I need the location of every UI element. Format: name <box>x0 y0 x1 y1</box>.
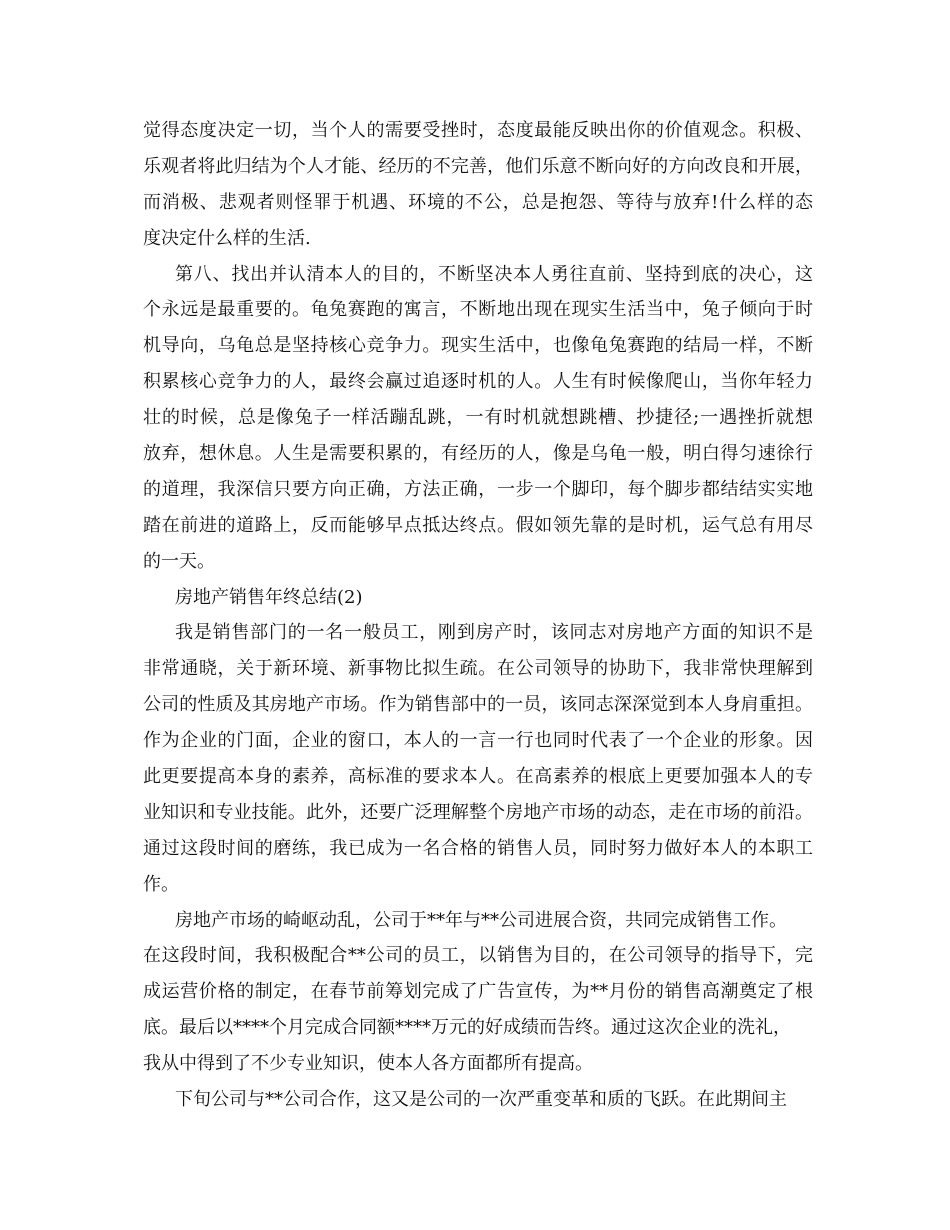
text-line: 在这段时间，我积极配合**公司的员工，以销售为目的，在公司领导的指导下，完 <box>143 945 813 967</box>
text-line: 乐观者将此归结为个人才能、经历的不完善，他们乐意不断向好的方向改良和开展， <box>143 155 813 177</box>
text-line: 此更要提高本身的素养，高标准的要求本人。在高素养的根底上更要加强本人的专 <box>143 766 813 788</box>
text-line: 机导向，乌龟总是坚持核心竞争力。现实生活中，也像龟兔赛跑的结局一样，不断 <box>143 335 813 357</box>
text-line: 我从中得到了不少专业知识，使本人各方面都所有提高。 <box>143 1053 593 1075</box>
document-body <box>143 113 813 1118</box>
text-line: 踏在前进的道路上，反而能够早点抵达终点。假如领先靠的是时机，运气总有用尽 <box>143 514 813 536</box>
text-line: 作为企业的门面，企业的窗口，本人的一言一行也同时代表了一个企业的形象。因 <box>143 730 813 752</box>
text-line: 成运营价格的制定，在春节前筹划完成了广告宣传，为**月份的销售高潮奠定了根 <box>143 981 813 1003</box>
paragraph-first-line: 房地产市场的崎岖动乱，公司于**年与**公司进展合资，共同完成销售工作。 <box>175 909 787 931</box>
paragraph-first-line: 下旬公司与**公司合作，这又是公司的一次严重变革和质的飞跃。在此期间主 <box>175 1089 787 1111</box>
text-line: 通过这段时间的磨练，我已成为一名合格的销售人员，同时努力做好本人的本职工 <box>143 837 813 859</box>
text-line: 放弃，想休息。人生是需要积累的，有经历的人，像是乌龟一般，明白得匀速徐行 <box>143 443 813 465</box>
text-line: 底。最后以****个月完成合同额****万元的好成绩而告终。通过这次企业的洗礼， <box>143 1017 791 1039</box>
text-line: 个永远是最重要的。龟兔赛跑的寓言，不断地出现在现实生活当中，兔子倾向于时 <box>143 299 813 321</box>
text-line: 公司的性质及其房地产市场。作为销售部中的一员，该同志深深觉到本人身肩重担。 <box>143 694 813 716</box>
text-line: 的道理，我深信只要方向正确，方法正确，一步一个脚印，每个脚步都结结实实地 <box>143 478 813 500</box>
text-line: 作。 <box>143 873 179 895</box>
paragraph-first-line: 我是销售部门的一名一般员工，刚到房产时，该同志对房地产方面的知识不是 <box>175 622 813 644</box>
text-line: 壮的时候，总是像兔子一样活蹦乱跳，一有时机就想跳槽、抄捷径;一遇挫折就想 <box>143 407 813 429</box>
text-line: 积累核心竞争力的人，最终会赢过追逐时机的人。人生有时候像爬山，当你年轻力 <box>143 371 813 393</box>
text-line: 非常通晓，关于新环境、新事物比拟生疏。在公司领导的协助下，我非常快理解到 <box>143 658 813 680</box>
text-line: 业知识和专业技能。此外，还要广泛理解整个房地产市场的动态，走在市场的前沿。 <box>143 801 813 823</box>
text-line: 而消极、悲观者则怪罪于机遇、环境的不公，总是抱怨、等待与放弃!什么样的态 <box>143 191 813 213</box>
section-heading: 房地产销售年终总结(2) <box>175 586 363 608</box>
text-line: 的一天。 <box>143 550 215 572</box>
text-line: 觉得态度决定一切，当个人的需要受挫时，态度最能反映出你的价值观念。积极、 <box>143 120 813 141</box>
text-line: 度决定什么样的生活. <box>143 227 311 249</box>
paragraph-first-line: 第八、找出并认清本人的目的，不断坚决本人勇往直前、坚持到底的决心，这 <box>175 263 813 285</box>
